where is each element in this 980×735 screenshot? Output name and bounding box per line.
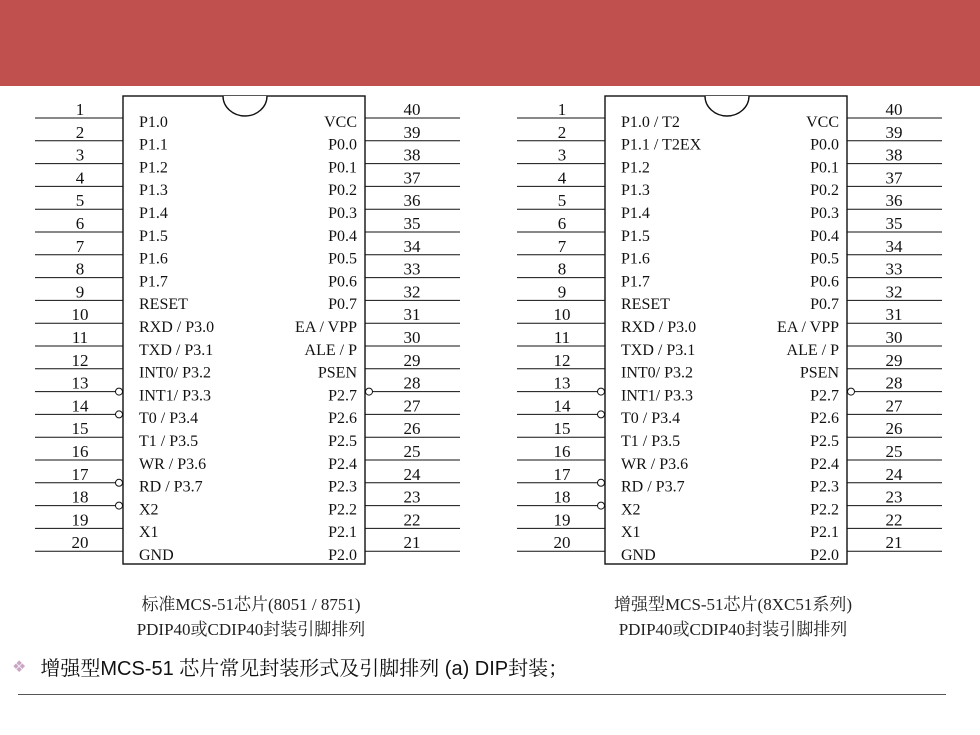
enhanced-left-pin-label: P1.6 <box>621 250 650 268</box>
enhanced-right-pin-number: 24 <box>885 464 903 484</box>
enhanced-left-pin-number: 7 <box>557 236 567 256</box>
standard-left-pin-label: GND <box>139 547 174 564</box>
enhanced-right-pin-label: P0.1 <box>810 159 839 177</box>
standard-left-pin-number: 13 <box>71 373 89 393</box>
bullet-text: 增强型MCS-51 芯片常见封装形式及引脚排列 (a) DIP封装； <box>40 657 569 680</box>
standard-right-pin-number: 26 <box>403 419 421 439</box>
enhanced-right-pin-number: 25 <box>885 442 903 461</box>
standard-right-pin-number: 39 <box>403 122 421 142</box>
enhanced-right-pin-label: P0.4 <box>810 227 839 245</box>
enhanced-right-pin-label: ALE / P <box>786 341 839 359</box>
standard-left-pin-number: 18 <box>71 487 89 507</box>
enhanced-inverter-bubble <box>598 479 605 486</box>
standard-inverter-bubble <box>116 502 123 509</box>
standard-right-pin-number: 23 <box>403 487 421 507</box>
enhanced-inverter-bubble <box>598 411 605 418</box>
enhanced-caption-line1: 增强型MCS-51芯片(8XC51系列) <box>613 595 852 614</box>
enhanced-right-pin-label: P2.1 <box>810 524 839 542</box>
standard-left-pin-number: 12 <box>71 350 89 370</box>
enhanced-right-pin-label: P0.5 <box>810 250 839 268</box>
standard-left-pin-number: 14 <box>71 396 89 416</box>
enhanced-right-pin-number: 37 <box>885 168 903 188</box>
standard-left-pin-number: 19 <box>71 510 89 530</box>
enhanced-left-pin-number: 8 <box>557 259 567 279</box>
standard-left-pin-number: 3 <box>75 145 85 165</box>
enhanced-left-pin-number: 6 <box>557 214 567 233</box>
standard-right-pin-label: P2.2 <box>328 501 357 519</box>
standard-right-pin-label: P0.1 <box>328 159 357 177</box>
standard-left-pin-label: INT1/ P3.3 <box>139 387 211 405</box>
standard-right-pin-number: 31 <box>403 305 421 325</box>
enhanced-left-pin-number: 11 <box>553 328 571 347</box>
enhanced-right-pin-label: P2.5 <box>810 433 839 450</box>
enhanced-inverter-bubble <box>598 502 605 509</box>
standard-right-pin-number: 28 <box>403 373 421 393</box>
enhanced-right-pin-number: 34 <box>885 236 903 256</box>
standard-chip-diagram <box>35 96 460 564</box>
standard-right-pin-number: 36 <box>403 191 421 211</box>
standard-right-pin-label: P0.0 <box>328 136 357 154</box>
standard-right-pin-number: 37 <box>403 168 421 188</box>
enhanced-right-pin-label: VCC <box>806 113 839 131</box>
bullet-line <box>12 650 568 682</box>
enhanced-left-pin-label: RESET <box>621 296 670 314</box>
standard-right-pin-label: P2.1 <box>328 524 357 542</box>
enhanced-right-pin-number: 33 <box>885 259 903 279</box>
enhanced-left-pin-label: P1.1 / T2EX <box>621 136 702 154</box>
enhanced-inverter-bubble <box>598 388 605 395</box>
enhanced-left-pin-label: P1.3 <box>621 182 650 200</box>
enhanced-right-pin-number: 40 <box>885 100 903 119</box>
bottom-rule <box>18 694 946 695</box>
enhanced-left-pin-number: 10 <box>553 305 571 325</box>
enhanced-left-pin-label: INT0/ P3.2 <box>621 364 693 382</box>
header-bar <box>0 0 980 86</box>
enhanced-right-pin-label: P0.3 <box>810 205 839 222</box>
standard-left-pin-label: P1.1 <box>139 136 168 154</box>
standard-right-pin-label: P2.7 <box>328 387 357 405</box>
standard-right-pin-label: P0.6 <box>328 273 357 291</box>
enhanced-left-pin-number: 18 <box>553 487 571 507</box>
enhanced-right-pin-number: 30 <box>885 328 903 347</box>
enhanced-left-pin-label: TXD / P3.1 <box>621 341 696 359</box>
standard-inverter-bubble <box>116 479 123 486</box>
enhanced-left-pin-number: 3 <box>557 145 567 165</box>
standard-left-pin-number: 7 <box>75 236 85 256</box>
standard-left-pin-label: P1.6 <box>139 250 168 268</box>
enhanced-left-pin-label: P1.5 <box>621 227 650 245</box>
standard-right-pin-label: P2.4 <box>328 455 357 473</box>
standard-caption-line2: PDIP40或CDIP40封装引脚排列 <box>136 620 366 639</box>
standard-left-pin-label: P1.3 <box>139 182 168 200</box>
standard-right-pin-label: P0.2 <box>328 182 357 200</box>
standard-right-pin-number: 30 <box>403 328 421 347</box>
standard-left-pin-number: 15 <box>71 419 89 439</box>
standard-right-pin-label: ALE / P <box>304 341 357 359</box>
standard-left-pin-number: 9 <box>75 282 85 302</box>
standard-left-pin-number: 6 <box>75 214 85 233</box>
enhanced-left-pin-number: 5 <box>557 191 567 211</box>
enhanced-left-pin-number: 2 <box>557 122 567 142</box>
standard-left-pin-number: 17 <box>71 464 89 484</box>
standard-right-pin-number: 33 <box>403 259 421 279</box>
standard-inverter-bubble <box>116 388 123 395</box>
diamond-bullet-icon: ❖ <box>12 656 27 676</box>
standard-left-pin-label: T1 / P3.5 <box>139 433 199 450</box>
enhanced-left-pin-label: X1 <box>621 524 641 542</box>
enhanced-left-pin-label: T0 / P3.4 <box>621 410 681 428</box>
enhanced-left-pin-number: 9 <box>557 282 567 302</box>
standard-right-pin-label: P2.6 <box>328 410 357 428</box>
standard-right-pin-label: P0.5 <box>328 250 357 268</box>
standard-right-pin-number: 29 <box>403 350 421 370</box>
enhanced-right-pin-number: 38 <box>885 145 903 165</box>
enhanced-right-pin-number: 31 <box>885 305 903 325</box>
standard-left-pin-label: X1 <box>139 524 159 542</box>
enhanced-left-pin-number: 20 <box>553 533 571 553</box>
standard-right-pin-number: 38 <box>403 145 421 165</box>
standard-left-pin-label: P1.7 <box>139 273 168 291</box>
standard-left-pin-label: RD / P3.7 <box>139 478 203 496</box>
enhanced-left-pin-number: 14 <box>553 396 571 416</box>
enhanced-right-pin-number: 32 <box>885 282 903 302</box>
enhanced-right-pin-label: P2.3 <box>810 478 839 496</box>
enhanced-left-pin-number: 19 <box>553 510 571 530</box>
standard-left-pin-number: 2 <box>75 122 85 142</box>
standard-left-pin-number: 20 <box>71 533 89 553</box>
enhanced-right-pin-label: P0.7 <box>810 296 839 314</box>
standard-right-pin-number: 35 <box>403 214 421 233</box>
enhanced-right-pin-label: P0.6 <box>810 273 839 291</box>
standard-left-pin-number: 11 <box>71 328 89 347</box>
enhanced-left-pin-number: 15 <box>553 419 571 439</box>
standard-left-pin-number: 16 <box>71 442 89 461</box>
enhanced-right-pin-number: 27 <box>885 396 903 416</box>
enhanced-left-pin-label: RD / P3.7 <box>621 478 685 496</box>
standard-right-pin-label: P0.3 <box>328 205 357 222</box>
standard-right-pin-number: 21 <box>403 533 421 553</box>
enhanced-right-pin-number: 39 <box>885 122 903 142</box>
standard-caption-line1: 标准MCS-51芯片(8051 / 8751) <box>141 595 361 614</box>
standard-left-pin-number: 8 <box>75 259 85 279</box>
enhanced-caption-line2: PDIP40或CDIP40封装引脚排列 <box>618 620 848 639</box>
standard-left-pin-number: 4 <box>75 168 85 188</box>
enhanced-left-pin-number: 12 <box>553 350 571 370</box>
enhanced-left-pin-label: P1.4 <box>621 205 650 222</box>
standard-inverter-bubble <box>116 411 123 418</box>
enhanced-right-pin-label: PSEN <box>799 364 839 382</box>
standard-right-pin-number: 24 <box>403 464 421 484</box>
standard-right-pin-number: 27 <box>403 396 421 416</box>
standard-left-pin-label: INT0/ P3.2 <box>139 364 211 382</box>
enhanced-right-pin-number: 36 <box>885 191 903 211</box>
standard-left-pin-label: P1.0 <box>139 113 168 131</box>
enhanced-left-pin-label: RXD / P3.0 <box>621 319 697 336</box>
standard-right-pin-number: 32 <box>403 282 421 302</box>
standard-left-pin-number: 5 <box>75 191 85 211</box>
enhanced-left-pin-label: T1 / P3.5 <box>621 433 681 450</box>
standard-left-pin-number: 10 <box>71 305 89 325</box>
enhanced-right-pin-label: P2.4 <box>810 455 839 473</box>
enhanced-chip-diagram <box>517 96 942 564</box>
enhanced-left-pin-label: WR / P3.6 <box>621 455 689 473</box>
enhanced-chip-notch <box>705 96 749 116</box>
enhanced-left-pin-number: 1 <box>557 100 567 119</box>
enhanced-inverter-bubble <box>848 388 855 395</box>
standard-left-pin-label: RXD / P3.0 <box>139 319 215 336</box>
standard-right-pin-label: EA / VPP <box>295 319 357 336</box>
enhanced-right-pin-number: 26 <box>885 419 903 439</box>
enhanced-left-pin-label: GND <box>621 547 656 564</box>
standard-inverter-bubble <box>366 388 373 395</box>
enhanced-right-pin-number: 22 <box>885 510 903 530</box>
standard-chip-caption <box>66 590 436 640</box>
enhanced-left-pin-number: 16 <box>553 442 571 461</box>
enhanced-left-pin-number: 17 <box>553 464 571 484</box>
enhanced-right-pin-label: P0.0 <box>810 136 839 154</box>
standard-left-pin-label: TXD / P3.1 <box>139 341 214 359</box>
standard-chip-notch <box>223 96 267 116</box>
enhanced-left-pin-number: 4 <box>557 168 567 188</box>
standard-left-pin-label: P1.4 <box>139 205 168 222</box>
enhanced-right-pin-number: 21 <box>885 533 903 553</box>
enhanced-right-pin-label: P2.2 <box>810 501 839 519</box>
standard-right-pin-number: 34 <box>403 236 421 256</box>
standard-left-pin-label: WR / P3.6 <box>139 455 207 473</box>
enhanced-right-pin-label: P2.0 <box>810 547 839 564</box>
enhanced-right-pin-label: P0.2 <box>810 182 839 200</box>
enhanced-right-pin-number: 28 <box>885 373 903 393</box>
standard-left-pin-number: 1 <box>75 100 85 119</box>
enhanced-right-pin-number: 29 <box>885 350 903 370</box>
enhanced-right-pin-label: P2.6 <box>810 410 839 428</box>
enhanced-right-pin-number: 23 <box>885 487 903 507</box>
enhanced-right-pin-number: 35 <box>885 214 903 233</box>
standard-right-pin-label: P2.5 <box>328 433 357 450</box>
standard-right-pin-number: 40 <box>403 100 421 119</box>
standard-left-pin-label: P1.2 <box>139 159 168 177</box>
enhanced-right-pin-label: P2.7 <box>810 387 839 405</box>
standard-right-pin-label: P2.0 <box>328 547 357 564</box>
standard-right-pin-label: PSEN <box>317 364 357 382</box>
standard-left-pin-label: P1.5 <box>139 227 168 245</box>
standard-left-pin-label: RESET <box>139 296 188 314</box>
standard-right-pin-label: P2.3 <box>328 478 357 496</box>
standard-right-pin-label: P0.4 <box>328 227 357 245</box>
enhanced-left-pin-label: INT1/ P3.3 <box>621 387 693 405</box>
standard-left-pin-label: X2 <box>139 501 159 519</box>
standard-left-pin-label: T0 / P3.4 <box>139 410 199 428</box>
enhanced-chip-caption <box>548 590 918 640</box>
enhanced-left-pin-label: P1.0 / T2 <box>621 113 680 131</box>
standard-right-pin-number: 22 <box>403 510 421 530</box>
enhanced-left-pin-label: X2 <box>621 501 641 519</box>
standard-right-pin-label: VCC <box>324 113 357 131</box>
enhanced-left-pin-label: P1.7 <box>621 273 650 291</box>
pinout-diagram <box>0 86 980 586</box>
standard-right-pin-label: P0.7 <box>328 296 357 314</box>
enhanced-left-pin-number: 13 <box>553 373 571 393</box>
enhanced-left-pin-label: P1.2 <box>621 159 650 177</box>
standard-right-pin-number: 25 <box>403 442 421 461</box>
enhanced-right-pin-label: EA / VPP <box>777 319 839 336</box>
